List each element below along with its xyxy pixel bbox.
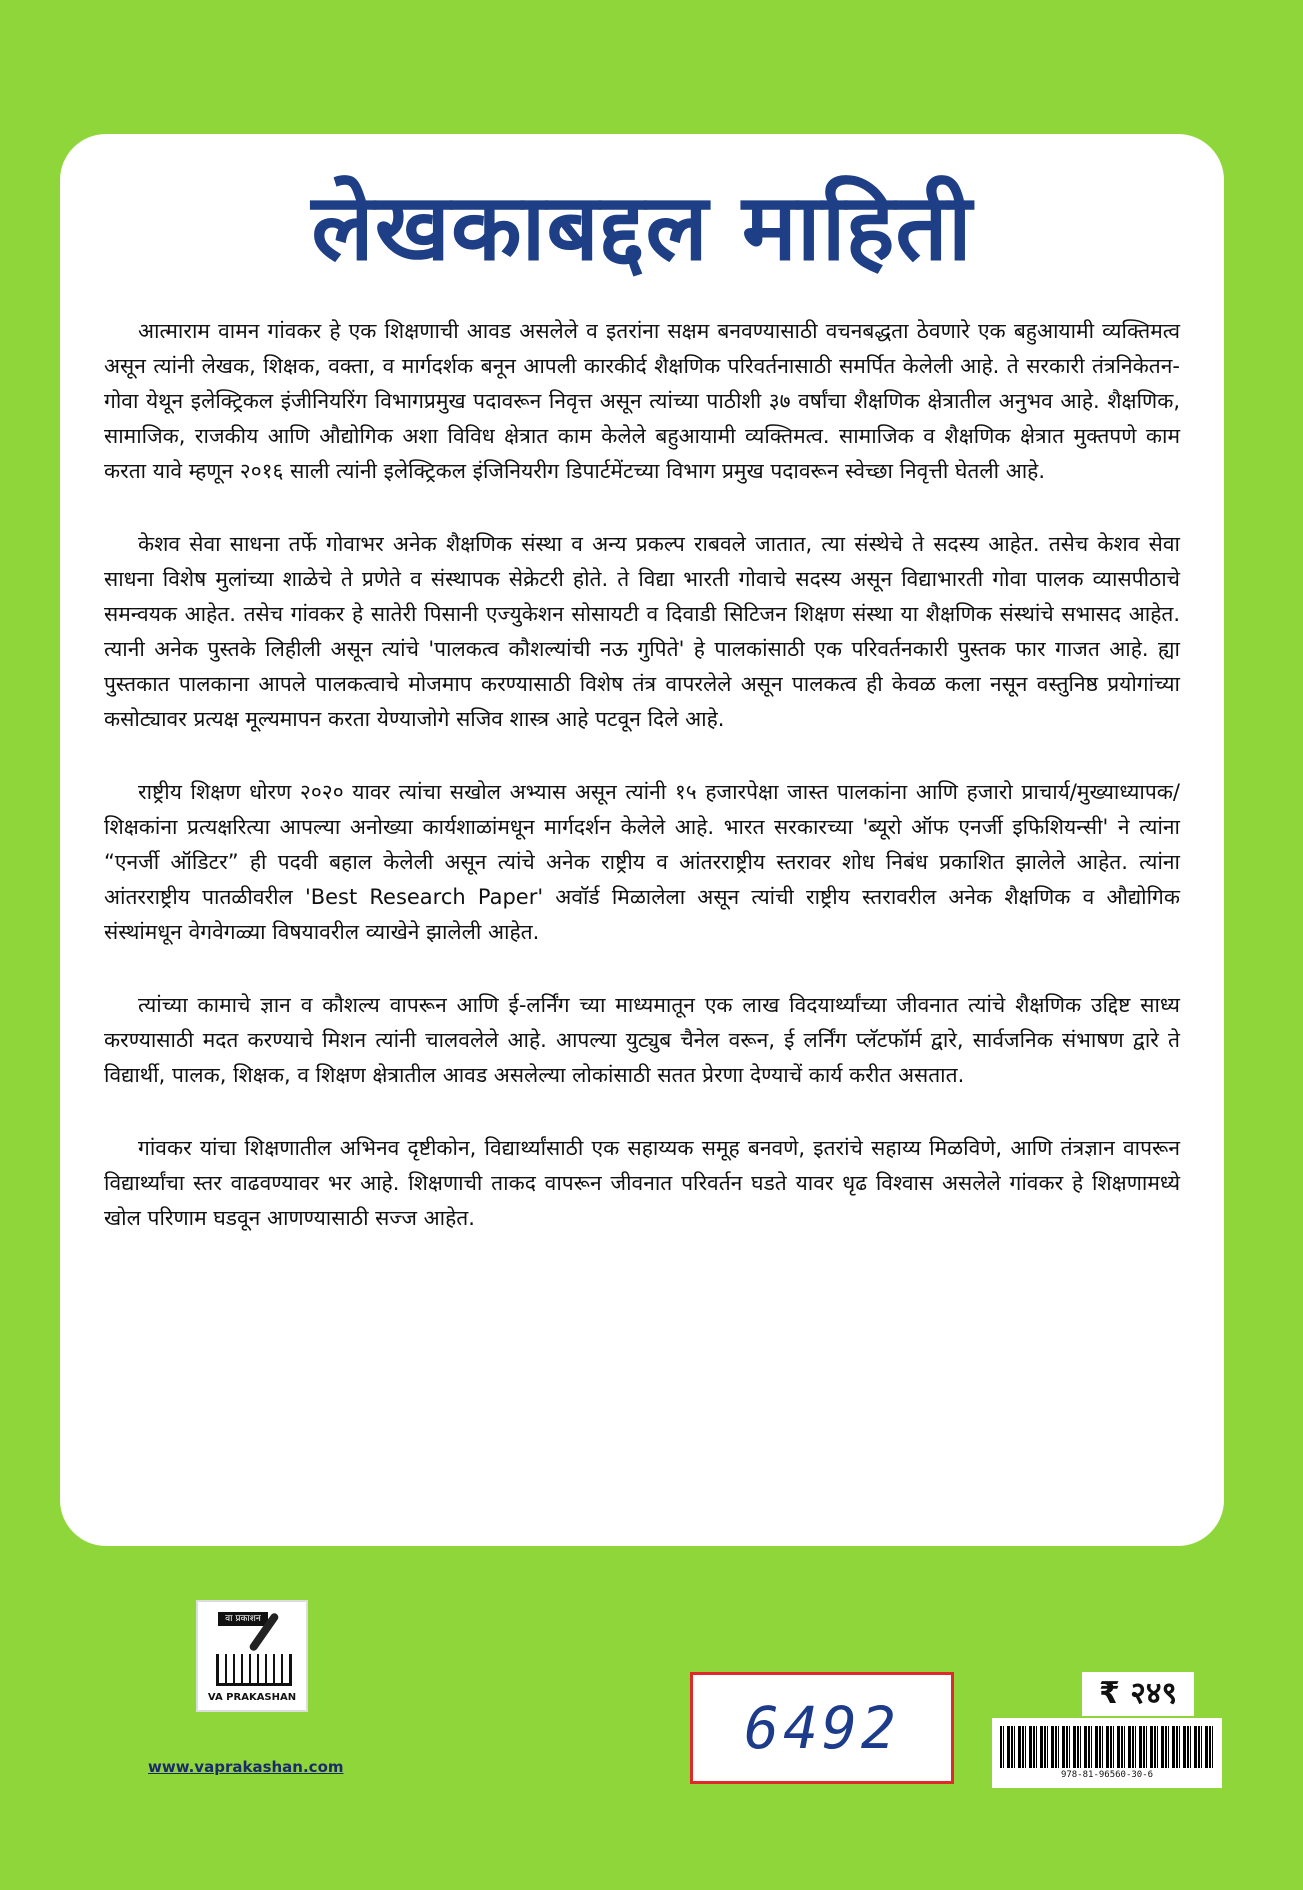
price-label: ₹ २४९: [1082, 1672, 1194, 1716]
author-bio: [104, 314, 1180, 1236]
bio-paragraph-5: गांवकर यांचा शिक्षणातील अभिनव दृष्टीकोन, विद्यार्थ्यांसाठी एक सहाय्यक समूह बनवणे, इतरांचे सहाय्य मिळविणे, आणि तंत्रज्ञान वापरून विद्यार्थ्यांचा स्तर वाढवण्यावर भर आहे. शिक्षणाची ताकद वापरून जीवनात परिवर्तन घडते यावर धृढ विश्वास असलेले गांवकर हे शिक्षणामध्ये खोल परिणाम घडवून आणण्यासाठी सज्ज आहेत.: [104, 1136, 1180, 1230]
bio-paragraph-4: त्यांच्या कामाचे ज्ञान व कौशल्य वापरून आणि ई-लर्निंग च्या माध्यमातून एक लाख विदयार्थ्यांच्या जीवनात त्यांचे शैक्षणिक उद्दिष्ट साध्य करण्यासाठी मदत करण्याचे मिशन त्यांनी चालवलेले आहे. आपल्या युट्युब चैनेल वरून, ई लर्निंग प्लॅटफॉर्म द्वारे, सार्वजनिक संभाषण द्वारे ते विद्यार्थी, पालक, शिक्षक, व शिक्षण क्षेत्रातील आवड असलेल्या लोकांसाठी सतत प्रेरणा देण्याचें कार्य करीत असतात.: [104, 993, 1180, 1087]
logo-top-label: वा प्रकाशन: [218, 1612, 268, 1626]
bio-paragraph-1: आत्माराम वामन गांवकर हे एक शिक्षणाची आवड असलेले व इतरांना सक्षम बनवण्यासाठी वचनबद्धता ठेवणारे एक बहुआयामी व्यक्तिमत्व असून त्यांनी लेखक, शिक्षक, वक्ता, व मार्गदर्शक बनून आपली कारकीर्द शैक्षणिक परिवर्तनासाठी समर्पित केलेली आहे. ते सरकारी तंत्रनिकेतन-गोवा येथून इलेक्ट्रिकल इंजीनियरिंग विभागप्रमुख पदावरून निवृत्त असून त्यांच्या पाठीशी ३७ वर्षांचा शैक्षणिक क्षेत्रातील अनुभव आहे. शैक्षणिक, सामाजिक, राजकीय आणि औद्योगिक अशा विविध क्षेत्रात काम केलेले बहुआयामी व्यक्तिमत्व. सामाजिक व शैक्षणिक क्षेत्रात मुक्तपणे काम करता यावे म्हणून २०१६ साली त्यांनी इलेक्ट्रिकल इंजिनियरीग डिपार्टमेंटच्या विभाग प्रमुख पदावरून स्वेच्छा निवृत्ती घेतली आहे.: [104, 319, 1180, 483]
isbn-number: 978-81-96560-30-6: [1060, 1770, 1154, 1780]
barcode: [992, 1718, 1222, 1788]
stamp-number: 6492: [690, 1672, 954, 1784]
page-title: लेखकाबद्दल माहिती: [311, 174, 973, 281]
publisher-website[interactable]: www.vaprakashan.com: [148, 1758, 344, 1776]
barcode-icon: [1000, 1726, 1214, 1768]
publisher-logo: [196, 1600, 308, 1712]
bio-paragraph-2: केशव सेवा साधना तर्फे गोवाभर अनेक शैक्षणिक संस्था व अन्य प्रकल्प राबवले जातात, त्या संस्थेचे ते सदस्य आहेत. तसेच केशव सेवा साधना विशेष मुलांच्या शाळेचे ते प्रणेते व संस्थापक सेक्रेटरी होते. ते विद्या भारती गोवाचे सदस्य असून विद्याभारती गोवा पालक व्यासपीठाचे समन्वयक आहेत. तसेच गांवकर हे सातेरी पिसानी एज्युकेशन सोसायटी व दिवाडी सिटिजन शिक्षण संस्था या शैक्षणिक संस्थांचे सभासद आहेत. त्यानी अनेक पुस्तके लिहीली असून त्यांचे 'पालकत्व कौशल्यांची नऊ गुपिते' हे पालकांसाठी एक परिवर्तनकारी पुस्तक फार गाजत आहे. ह्या पुस्तकात पालकाना आपले पालकत्वाचे मोजमाप करण्यासाठी विशेष तंत्र वापरलेले असून पालकत्व ही केवळ कला नसून वस्तुनिष्ठ प्रयोगांच्या कसोट्यावर प्रत्यक्ष मूल्यमापन करता येण्याजोगे सजिव शास्त्र आहे पटवून दिले आहे.: [104, 532, 1181, 731]
bio-paragraph-3: राष्ट्रीय शिक्षण धोरण २०२० यावर त्यांचा सखोल अभ्यास असून त्यांनी १५ हजारपेक्षा जास्त पालकांना आणि हजारो प्राचार्य/मुख्याध्यापक/शिक्षकांना प्रत्यक्षरित्या आपल्या अनोख्या कार्यशाळांमधून मार्गदर्शन केलेले आहे. भारत सरकारच्या 'ब्यूरो ऑफ एनर्जी इफिशियन्सी' ने त्यांना “एनर्जी ऑडिटर” ही पदवी बहाल केलेली असून त्यांचे अनेक राष्ट्रीय व आंतरराष्ट्रीय स्तरावर शोध निबंध प्रकाशित झालेले आहेत. त्यांना आंतरराष्ट्रीय पातळीवरील 'Best Research Paper' अवॉर्ड मिळालेला असून त्यांची राष्ट्रीय स्तरावरील अनेक शैक्षणिक व औद्योगिक संस्थांमधून वेगवेगळ्या विषयावरील व्याखेने झालेली आहेत.: [104, 780, 1180, 944]
publisher-name: VA PRAKASHAN: [207, 1692, 297, 1703]
author-info-panel: [60, 134, 1224, 1546]
open-book-icon: [216, 1654, 292, 1686]
